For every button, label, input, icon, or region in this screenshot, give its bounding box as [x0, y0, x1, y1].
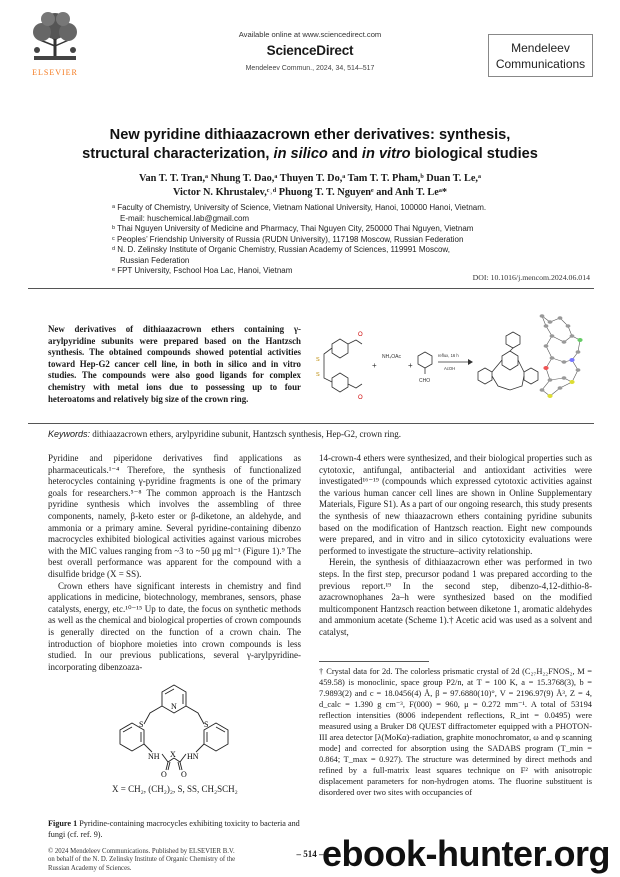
footnote-crystal-data: † Crystal data for 2d. The colorless prismatic crystal of 2d (C₂₇H₂₂FNOS₂, M = 459.58) is monoclinic, space group P2/n, at T = 100 K, a = 15.3768(3), b = 7.9893(2) and c = 18.0456(4) Å, β = 97.6880(10)°, V = 2196.97(9) Å³, Z = 4, d_calc = 1.390 g cm⁻³, F(000) = 960, μ = 0.272 mm⁻¹. A total of 53194 reflection intensities (8006 independent reflections, R_int = 0.0495) were measured using a Bruker D8 QUEST diffractometer equipped with a PHOTON-III area detector [λ(MoKα)-radiation, graphite monochromator, ω and φ scanning mode] and corrected for absorption using the SADABS program (T_min = 0.864; T_max = 0.927). The structure was determined by direct methods and refined by a full-matrix least squares technique on F² with anisotropic displacement parameters for non-hydrogen atoms. The fluorine substituent is disordered over two sites with occupancies of	[319, 667, 592, 797]
footnote-rule	[319, 661, 429, 662]
plus-sign-2: +	[408, 361, 413, 370]
paragraph-crown-ethers: Crown ethers have significant interests in chemistry and find applications in medicine, biotechnology, membranes, sensors, phase catalysts, energy, etc.¹⁰⁻¹⁵ Up to date, the focus on synthetic methods as well as the chemical and biological properties of crown compounds is generally directed on the function of a crown chain. The introduction of biophore moieties into crown compounds is less studied. In our previous publications, several γ-arylpyridine-incorporating dibenzoaza-	[48, 580, 301, 672]
copyright-line2: on behalf of the N. D. Zelinsky Institute of Organic Chemistry of the	[48, 856, 236, 864]
svg-text:O: O	[358, 332, 363, 338]
journal-name-line2: Communications	[495, 57, 586, 71]
atom-x: X	[170, 750, 176, 759]
affiliation-d: ᵈ N. D. Zelinsky Institute of Organic Chemistry, Russian Academy of Sciences, 119991 Moscow,	[112, 245, 450, 254]
copyright-line1: © 2024 Mendeleev Communications. Published by ELSEVIER B.V.	[48, 848, 235, 855]
affiliation-a-email: E-mail: huschemical.lab@gmail.com	[120, 213, 250, 223]
affiliation-d-cont: Russian Federation	[120, 255, 190, 265]
affiliation-e: ᵉ FPT University, Fschool Hoa Lac, Hanoi, Vietnam	[112, 266, 293, 275]
conditions-top: reflux, 16 h	[438, 353, 459, 358]
abstract-bottom-rule	[28, 423, 594, 424]
atom-o-left: O	[161, 770, 167, 779]
authors-line2: Victor N. Khrustalev,ᶜ˒ᵈ Phuong T. T. Nguyenᵉ and Anh T. Leᵃ*	[172, 186, 448, 198]
title-line2: structural characterization, in silico and in vitro biological studies	[82, 146, 538, 162]
affiliation-c: ᶜ Peoples’ Friendship University of Russia (RUDN University), 117198 Moscow, Russian Federation	[112, 234, 464, 244]
graphical-abstract	[310, 296, 592, 416]
atom-nh-left: NH	[148, 752, 160, 761]
journal-box	[488, 34, 593, 77]
keywords-text: dithiaazacrown ethers, arylpyridine subunit, Hantzsch synthesis, Hep-G2, crown ring.	[90, 429, 401, 439]
affiliation-b: ᵇ Thai Nguyen University of Medicine and Pharmacy, Thai Nguyen City, 250000 Thai Nguyen, Vietnam	[112, 224, 474, 233]
reaction-scheme-image	[310, 296, 592, 416]
affiliations	[112, 203, 582, 277]
page-number: – 514 –	[296, 849, 324, 859]
figure-1-formula: X = CH₂, (CH₂)₂, S, SS, CH₂SCH₂	[112, 784, 238, 794]
figure-1-caption-label: Figure 1	[48, 819, 78, 828]
watermark: ebook-hunter.org	[322, 833, 610, 874]
ammonium-acetate-label: NH₄OAc	[382, 354, 401, 360]
keywords-label: Keywords:	[48, 429, 91, 439]
doi-link[interactable]: DOI: 10.1016/j.mencom.2024.06.014	[472, 273, 590, 282]
column-right	[319, 453, 592, 639]
title-line1: New pyridine dithiaazacrown ether derivatives: synthesis,	[109, 127, 511, 143]
article-title	[40, 126, 580, 164]
author-list	[60, 172, 560, 199]
paragraph-synthesis: Herein, the synthesis of dithiaazacrown ether was performed in two steps. In the first step, precursor podand 1 was prepared according to the previous report.¹⁹ In the second step, dibenzo-4,12-dithio-8-azacrownophanes 2a–h were synthesized based on the modified multicomponent Hantzsch reaction between diketone 1, aromatic aldehydes and ammonium acetate (Scheme 1).† Acetic acid was used as a solvent and catalyst,	[319, 557, 592, 637]
citation-line: Mendeleev Commun., 2024, 34, 514–517	[245, 65, 375, 72]
column-left	[48, 453, 301, 673]
plus-sign-1: +	[372, 361, 377, 370]
authors-line1: Van T. T. Tran,ᵃ Nhung T. Dao,ᵃ Thuyen T. Do,ᵃ Tam T. T. Pham,ᵇ Duan T. Le,ᵃ	[139, 173, 481, 184]
atom-o-right: O	[181, 770, 187, 779]
svg-text:O: O	[358, 395, 363, 401]
paragraph-intro: Pyridine and piperidone derivatives find applications as pharmaceuticals.¹⁻⁴ Therefore, the synthesis of functionalized heterocycles containing γ-pyridine fragments is one of the primary goals for researchers.⁵⁻⁸ The common approach is the Hantzsch pyridine synthesis which involves the assembling of three components, namely, β-keto ester or β-diketone, an aldehyde, and ammonia or a primary amine. Several pyridine-containing dibenzo macrocycles exhibited biological activities against various microbes with the MIC values ranging from ~3 to ~50 μg ml⁻¹ (Figure 1).⁹ The best overall performance was apparent for the compound with a disulfide bridge (X = SS).	[48, 453, 301, 579]
conditions-bottom: AcOH	[444, 366, 456, 371]
atom-s-right: S	[204, 720, 209, 729]
macrocycle-structure-image	[48, 680, 301, 785]
paragraph-crown-continued: 14-crown-4 ethers were synthesized, and their biological properties such as cytotoxic, antifungal, antibacterial and antioxidant activities were investigated¹⁶⁻¹⁹ (compounds which expressed cytotoxic activities against the various human cancer cell lines are shown in Online Supplementary Materials, Figure S1). As a part of our ongoing research, this study presents the synthesis of new thiaazacrown ethers containing pyridine subunits based on the modification of Hantzsch reaction. Eight new compounds were prepared, and in vitro and in silico cytotoxicity evaluations were performed to investigate the structure–activity relationship.	[319, 453, 592, 556]
abstract-top-rule	[28, 288, 594, 289]
figure-1	[48, 680, 301, 815]
keywords	[48, 429, 593, 439]
svg-text:S: S	[316, 372, 320, 378]
elsevier-tree-icon	[28, 10, 82, 62]
svg-text:S: S	[316, 357, 320, 363]
available-online: Available online at www.sciencedirect.com	[238, 30, 382, 39]
atom-n: N	[171, 702, 177, 711]
copyright-line3: Russian Academy of Sciences.	[48, 864, 132, 872]
aldehyde-label: CHO	[419, 378, 431, 384]
publisher-name: ELSEVIER	[32, 68, 78, 77]
atom-hn-right: HN	[187, 752, 199, 761]
abstract-text: New derivatives of dithiaazacrown ethers containing γ-arylpyridine subunits were prepared based on the Hantzsch synthesis. The obtained compounds showed potential activities toward Hep-G2 cancer cell line, in both in silico and in vitro studies. The compounds were also good ligands for complex chemistry with metal ions due to possessing up to four heteroatoms and relatively big size of the crown ring.	[48, 324, 301, 404]
affiliation-a: ᵃ Faculty of Chemistry, University of Science, Vietnam National University, Hanoi, 100000 Hanoi, Vietnam.	[112, 203, 487, 212]
atom-s-left: S	[139, 720, 144, 729]
figure-1-caption-text: Pyridine-containing macrocycles exhibiting toxicity to bacteria and fungi (cf. ref. 9).	[48, 819, 300, 839]
elsevier-logo	[28, 10, 82, 77]
sciencedirect-brand: ScienceDirect	[266, 43, 354, 58]
journal-name-line1: Mendeleev	[511, 41, 570, 55]
